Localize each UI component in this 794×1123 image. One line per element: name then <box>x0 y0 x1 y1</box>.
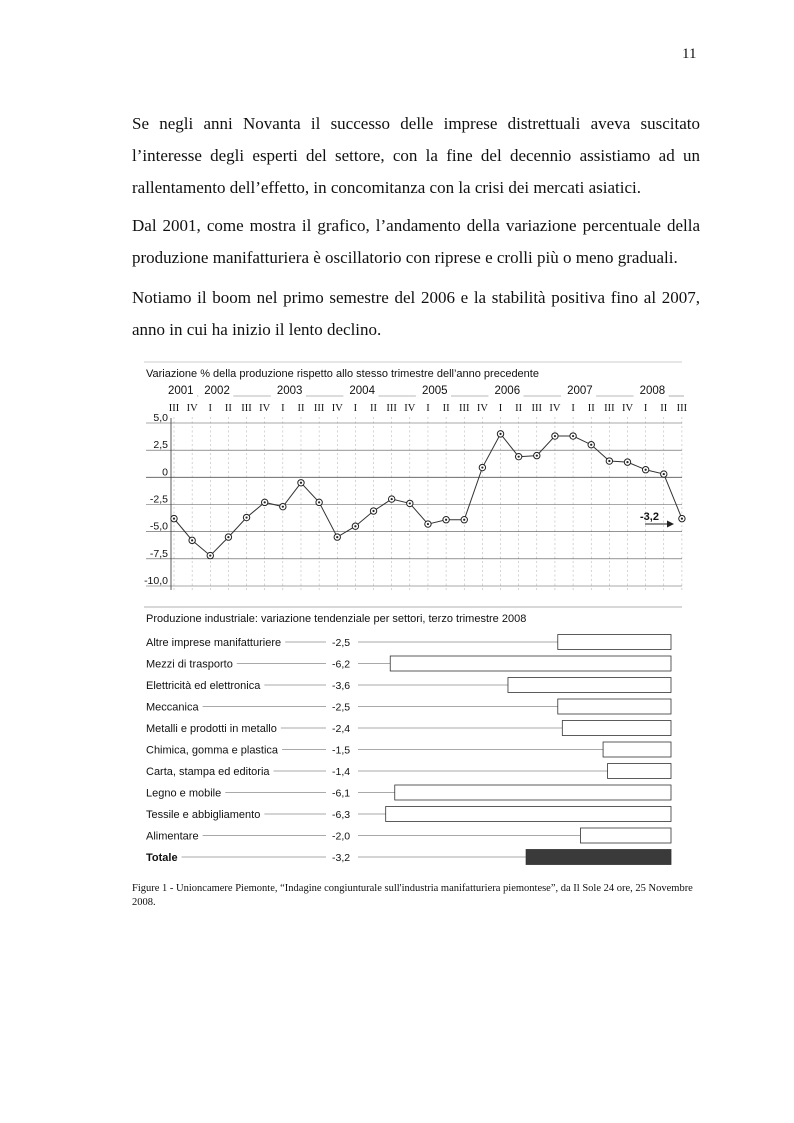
data-point-center <box>391 498 393 500</box>
sector-label: Chimica, gomma e plastica <box>146 744 279 757</box>
value-label: -6,3 <box>332 809 351 821</box>
sector-label: Metalli e prodotti in metallo <box>146 723 277 735</box>
quarter-label: II <box>587 403 595 414</box>
sector-label: Meccanica <box>146 701 199 714</box>
value-label: -3,2 <box>332 852 351 864</box>
data-point-center <box>173 518 175 520</box>
quarter-label: III <box>458 403 470 414</box>
quarter-label: III <box>531 403 543 414</box>
bar-chart <box>144 607 682 865</box>
y-axis-labels <box>144 412 168 587</box>
quarter-label: I <box>643 403 648 414</box>
quarter-label: I <box>208 403 213 414</box>
year-label: 2004 <box>349 385 375 397</box>
value-label: -2,0 <box>332 830 351 843</box>
data-point-center <box>645 469 647 471</box>
data-point-center <box>663 473 665 475</box>
data-point-center <box>318 501 320 503</box>
quarter-label: III <box>676 403 688 414</box>
y-tick-label: -7,5 <box>149 547 168 560</box>
year-label: 2006 <box>494 385 521 397</box>
sector-bar <box>603 742 671 757</box>
quarter-labels <box>169 403 688 414</box>
value-label: -6,1 <box>332 787 351 800</box>
data-point-center <box>608 460 610 462</box>
year-labels <box>168 385 684 397</box>
data-point-center <box>499 433 501 435</box>
data-point-center <box>572 435 574 437</box>
value-label: -2,5 <box>332 701 351 714</box>
data-point-center <box>245 516 247 518</box>
y-tick-label: -2,5 <box>149 493 168 506</box>
value-label: -2,5 <box>332 637 351 649</box>
quarter-label: IV <box>331 403 343 414</box>
figure <box>138 356 686 872</box>
quarter-label: II <box>442 403 450 414</box>
data-point-center <box>427 523 429 525</box>
quarter-label: II <box>297 403 305 414</box>
quarter-label: III <box>604 403 615 414</box>
quarter-label: I <box>498 403 503 414</box>
line-chart-title: Variazione % della produzione rispetto allo stesso trimestre dell’anno precedente <box>146 368 539 380</box>
year-label: 2001 <box>168 385 194 397</box>
paragraph-intro: Se negli anni Novanta il successo delle imprese distrettuali aveva suscitato l’interesse degli esperti del settore, con la fine del decennio assistiamo ad un rallentamento dell’effetto, in concomitanza con la crisi dei mercati asiatici. <box>132 114 700 197</box>
total-bar <box>526 850 671 865</box>
sector-bar <box>390 656 671 671</box>
quarter-label: III <box>168 403 180 414</box>
annotation-arrow-head <box>667 521 674 528</box>
data-point-center <box>336 536 338 538</box>
quarter-label: III <box>313 403 325 414</box>
paragraph-boom: Notiamo il boom nel primo semestre del 2006 e la stabilità positiva fino al 2007, anno in cui ha inizio il lento declino. <box>132 288 700 339</box>
quarter-label: I <box>426 403 430 414</box>
y-tick-label: 5,0 <box>153 412 168 424</box>
value-label: -2,4 <box>332 723 351 735</box>
y-tick-label: -5,0 <box>149 520 168 533</box>
data-point-center <box>209 554 211 556</box>
sector-label: Tessile e abbigliamento <box>146 809 261 821</box>
sector-label: Mezzi di trasporto <box>146 658 233 671</box>
total-label: Totale <box>146 852 178 864</box>
data-point-center <box>300 482 302 484</box>
bar-chart-rows <box>146 635 671 865</box>
quarter-label: II <box>224 403 232 414</box>
sector-label: Elettricità ed elettronica <box>146 680 261 692</box>
data-point-center <box>481 466 483 468</box>
paragraph-trend: Dal 2001, come mostra il grafico, l’andamento della variazione percentuale della produzione manifatturiera è oscillatorio con riprese e crolli più o meno graduali. <box>132 216 700 267</box>
quarter-label: II <box>515 403 523 414</box>
data-point-center <box>409 502 411 504</box>
quarter-label: IV <box>186 403 198 414</box>
year-label: 2003 <box>276 385 303 397</box>
sector-bar <box>508 678 671 693</box>
sector-label: Altre imprese manifatturiere <box>146 637 282 649</box>
quarter-label: I <box>353 403 358 414</box>
data-point-center <box>354 525 356 527</box>
figure-graphic <box>138 356 686 872</box>
quarter-label: I <box>571 403 575 414</box>
value-label: -1,4 <box>332 766 351 778</box>
figure-caption: Figure 1 - Unioncamere Piemonte, “Indagine congiunturale sull'industria manifatturiera piemontese”, da Il Sole 24 ore, 25 Novembre 2008. <box>132 883 693 908</box>
y-tick-label: 2,5 <box>153 439 168 452</box>
sector-bar <box>562 721 671 736</box>
value-label: -1,5 <box>332 744 351 757</box>
sector-label: Alimentare <box>146 830 199 843</box>
year-label: 2005 <box>421 385 448 397</box>
sector-bar <box>558 699 671 714</box>
value-label: -6,2 <box>332 658 351 671</box>
sector-bar <box>395 785 671 800</box>
y-tick-label: 0 <box>162 466 168 479</box>
data-point-center <box>227 536 229 538</box>
data-point-center <box>282 506 284 508</box>
data-point-center <box>681 518 683 520</box>
data-point-center <box>264 501 266 503</box>
year-label: 2008 <box>639 385 666 397</box>
sector-bar <box>580 828 671 843</box>
data-point-center <box>372 510 374 512</box>
quarter-label: IV <box>476 403 488 414</box>
page-number: 11 <box>682 46 697 62</box>
quarter-label: II <box>370 403 378 414</box>
data-point-center <box>463 519 465 521</box>
year-label: 2007 <box>567 385 593 397</box>
data-point-center <box>191 539 193 541</box>
data-point-center <box>518 456 520 458</box>
quarter-label: III <box>241 403 252 414</box>
data-point-center <box>536 455 538 457</box>
quarter-label: III <box>386 403 397 414</box>
data-point-center <box>554 435 556 437</box>
year-label: 2002 <box>204 385 230 397</box>
last-value-annotation: -3,2 <box>640 511 659 523</box>
quarter-label: II <box>660 403 668 414</box>
bar-chart-title: Produzione industriale: variazione tendenziale per settori, terzo trimestre 2008 <box>146 613 527 625</box>
sector-bar <box>558 635 671 650</box>
data-point-center <box>626 461 628 463</box>
data-point-center <box>445 519 447 521</box>
quarter-label: I <box>281 403 285 414</box>
quarter-label: IV <box>259 403 271 414</box>
sector-label: Carta, stampa ed editoria <box>146 766 270 778</box>
y-tick-label: -10,0 <box>144 575 168 587</box>
value-label: -3,6 <box>332 680 351 692</box>
sector-bar <box>386 807 671 822</box>
sector-label: Legno e mobile <box>146 787 222 800</box>
quarter-label: IV <box>549 403 561 414</box>
data-point-center <box>590 444 592 446</box>
quarter-label: IV <box>404 403 416 414</box>
sector-bar <box>608 764 671 779</box>
chart-grid <box>146 417 682 590</box>
line-chart <box>144 362 688 590</box>
quarter-label: IV <box>621 403 634 414</box>
